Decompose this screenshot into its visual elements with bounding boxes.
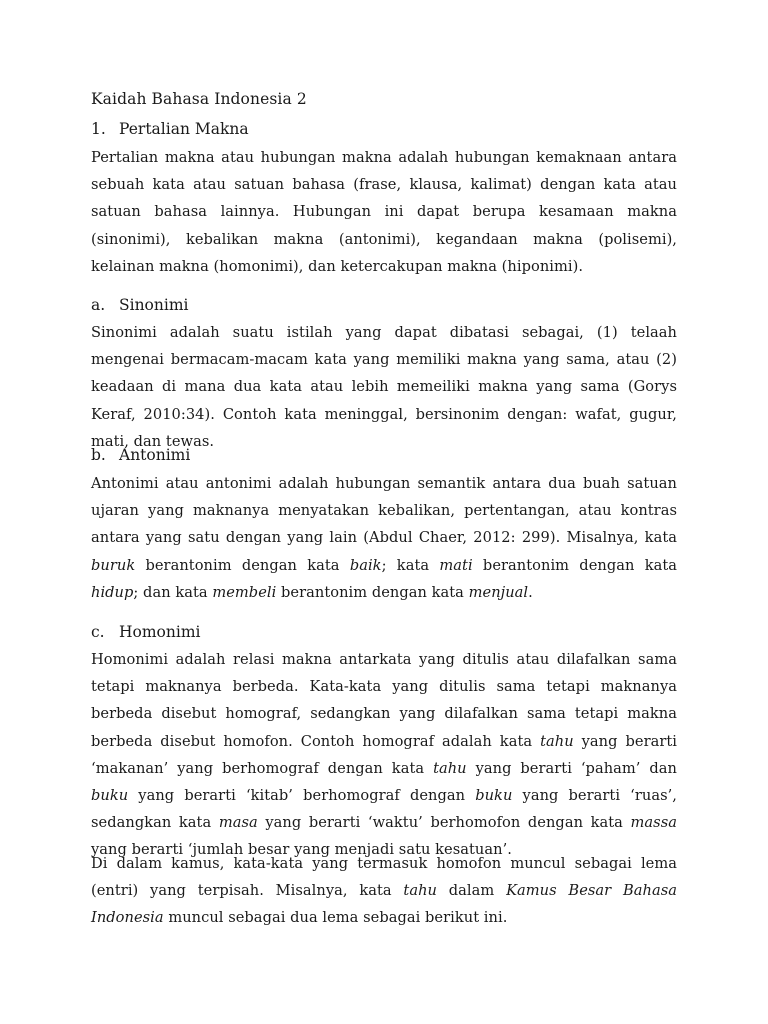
text-run: berantonim dengan kata xyxy=(472,556,678,574)
italic-term: Kamus Besar Bahasa Indonesia xyxy=(91,882,677,927)
text-run: . xyxy=(528,583,533,601)
antonimi-heading xyxy=(91,446,190,464)
text-run: yang berarti ‘ruas’, sedangkan kata xyxy=(91,787,677,832)
text-run: Di dalam kamus, kata-kata yang termasuk homofon muncul sebagai lema (entri) yang terpisah. Misalnya, kata xyxy=(91,855,677,900)
text-run: Antonimi atau antonimi adalah hubungan semantik antara dua buah satuan ujaran yang maknanya menyatakan kebalikan, pertentangan, atau kontras antara yang satu dengan yang lain (Abdul Chaer, 2012: 299). Misalnya, kata xyxy=(91,475,677,547)
italic-term: buku xyxy=(91,787,129,805)
section-1-number: 1. xyxy=(91,120,106,138)
sinonimi-letter: a. xyxy=(91,296,106,314)
text-run: ; kata xyxy=(381,556,440,574)
homonimi-title: Homonimi xyxy=(119,623,201,641)
italic-term: tahu xyxy=(433,759,467,777)
italic-term: buruk xyxy=(91,556,136,574)
italic-term: masa xyxy=(218,814,258,832)
italic-term: baik xyxy=(349,556,382,574)
antonimi-paragraph xyxy=(91,470,677,606)
sinonimi-heading xyxy=(91,296,189,314)
italic-term: membeli xyxy=(212,583,277,601)
text-run: yang berarti ‘kitab’ berhomograf dengan xyxy=(128,787,476,805)
homonimi-letter: c. xyxy=(91,623,105,641)
text-run: yang berarti ‘makanan’ yang berhomograf dengan kata xyxy=(91,732,678,777)
text-run: Homonimi adalah relasi makna antarkata yang ditulis atau dilafalkan sama tetapi maknanya berbeda. Kata-kata yang ditulis sama tetapi maknanya berbeda disebut homograf, sedangkan yang dilafalkan sama tetapi makna berbeda disebut homofon. Contoh homograf adalah kata xyxy=(91,651,677,750)
document-title: Kaidah Bahasa Indonesia 2 xyxy=(91,90,307,108)
italic-term: menjual xyxy=(468,583,529,601)
text-run: yang berarti ‘jumlah besar yang menjadi satu kesatuan’. xyxy=(91,841,512,859)
sinonimi-paragraph: Sinonimi adalah suatu istilah yang dapat dibatasi sebagai, (1) telaah mengenai bermacam-macam kata yang memiliki makna yang sama, atau (2) keadaan di mana dua kata atau lebih memeiliki makna yang sama (Gorys Keraf, 2010:34). Contoh kata meninggal, bersinonim dengan: wafat, gugur, mati, dan tewas. xyxy=(91,324,677,450)
homonimi-heading xyxy=(91,623,200,641)
antonimi-letter: b. xyxy=(91,446,106,464)
pertalian-makna-paragraph: Pertalian makna atau hubungan makna adalah hubungan kemaknaan antara sebuah kata atau satuan bahasa (frase, klausa, kalimat) dengan kata atau satuan bahasa lainnya. Hubungan ini dapat berupa kesamaan makna (sinonimi), kebalikan makna (antonimi), kegandaan makna (polisemi), kelainan makna (homonimi), dan ketercakupan makna (hiponimi). xyxy=(91,149,677,275)
italic-term: hidup xyxy=(91,583,134,601)
italic-term: tahu xyxy=(540,732,574,750)
section-1-title: Pertalian Makna xyxy=(119,120,249,138)
text-run: muncul sebagai dua lema sebagai berikut ini. xyxy=(163,909,508,927)
italic-term: massa xyxy=(630,814,677,832)
text-run: dalam xyxy=(437,882,507,900)
italic-term: buku xyxy=(475,787,513,805)
homonimi-paragraph xyxy=(91,646,677,864)
text-run: berantonim dengan kata xyxy=(135,556,350,574)
kamus-paragraph xyxy=(91,850,677,932)
sinonimi-title: Sinonimi xyxy=(119,296,189,314)
italic-term: tahu xyxy=(403,882,437,900)
text-run: yang berarti ‘waktu’ berhomofon dengan kata xyxy=(257,814,631,832)
text-run: ; dan kata xyxy=(133,583,213,601)
section-1-heading xyxy=(91,120,249,138)
text-run: yang berarti ‘paham’ dan xyxy=(466,759,677,777)
text-run: berantonim dengan kata xyxy=(276,583,469,601)
antonimi-title: Antonimi xyxy=(119,446,191,464)
italic-term: mati xyxy=(439,556,473,574)
